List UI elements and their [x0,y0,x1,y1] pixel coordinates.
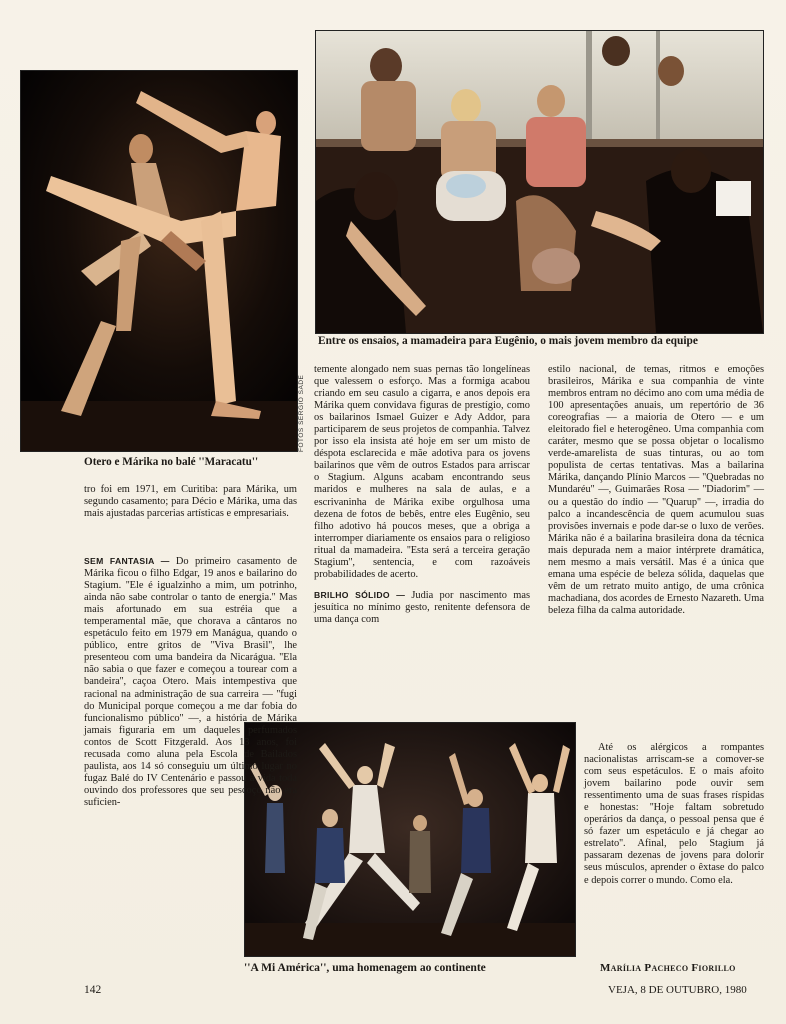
author-byline: Marília Pacheco Fiorillo [600,962,736,974]
text-column-3 [548,364,764,617]
text-column-1-b [84,555,297,809]
a-mi-america-caption: ''A Mi América'', uma homenagem ao continente [244,961,486,974]
col3-paragraph-2: Até os alérgicos a rompantes nacionalistas arriscam-se a comover-se com seus espetáculos. E o mais afoito jovem bailarino pode ouvir sem ressentimento uma de suas frases ríspidas e honestas: ''Hoje faltam sobretudo operários da dança, o pessoal pensa que é só fazer um espetáculo e já chegar ao estrelato''. Afinal, pelo Stagium já passaram dezenas de jovens para dolorir seus músculos, aprender o êxtase do palco e depois correr o mundo. Como ela. [584,742,764,886]
maracatu-caption: Otero e Márika no balé ''Maracatu'' [84,456,259,468]
photo-credit: FOTOS SÉRGIO SADE [298,374,305,452]
col2-paragraph-1: temente alongado nem suas pernas tão longelíneas que valessem o esforço. Mas a formiga acabou criando em seu casulo a cigarra, e anos depois era Márika quem convidava figuras de prestígio, como os bailarinos Ismael Guizer e Ady Addor, para participarem de seus projetos de companhia. Talvez por isso ela insista até hoje em ser um misto de déspota esclarecida e mãe adotiva para os jovens bailarinos que vêm de outros Estados para arriscar o Stagium. Alguns acabam encontrando seus maridos e mulheres na sala de aulas, e a escrivaninha de Márika exibe orgulhosa uma dezena de fotos de bebês, entre eles Eugênio, seu filho adotivo há poucos meses, que a obriga a interromper diariamente os ensaios para o religioso ritual da mamadeira. ''Esta será a terceira geração Stagium'', sentencia, e com razoáveis probabilidades de acerto. [314,364,530,580]
col1-paragraph-2 [84,555,297,809]
magazine-footer: VEJA, 8 DE OUTUBRO, 1980 [608,984,747,996]
col1-paragraph-1: tro foi em 1971, em Curitiba: para Márika, um segundo casamento; para Décio e Márika, uma das mais ajustadas parcerias artísticas e empresariais. [84,484,297,520]
col1-paragraph-2-text: Do primeiro casamento de Márika ficou o filho Edgar, 19 anos e bailarino do Stagium. ''Ele é igualzinho a mim, um potrinho, ainda não sabe controlar o tanto de energia.'' Mas mais afortunado em sua estréia que a temperamental mãe, que chorava a cântaros no espetáculo feito em 1979 em Manágua, quando o público, entre gritos de ''Viva Brasil'', lhe presenteou com uma bandeira da Nicarágua. ''Ela não sabia o que fazer e começou a tourear com a bandeira'', caçoa Otero. Mais intempestiva que racional na administração de sua carreira — ''fugi do Municipal porque começou a me dar fobia do funcionalismo público'' —, a história de Márika jamais figuraria em um daqueles perfumados contos de Scott Fitzgerald. Aos 13 anos, foi recusada como aluna pela Escola de Bailados paulista, aos 14 só conseguiu um último lugar no fugaz Balé do IV Centenário e passou a vida toda ouvindo dos professores que seu pescoço não era suficien- [84,556,297,808]
col2-paragraph-2-text: Judia por nascimento mas jesuítica no mínimo gesto, renitente defensora de uma dança com [314,589,530,625]
page-number: 142 [84,984,102,996]
subhead-brilho-solido: BRILHO SÓLIDO — [314,589,406,600]
subhead-sem-fantasia: SEM FANTASIA — [84,556,170,566]
maracatu-photo [20,70,298,452]
col2-paragraph-2 [314,589,530,626]
rehearsal-photo [315,30,764,334]
text-column-2 [314,364,530,626]
text-column-3-b [584,742,764,887]
col3-paragraph-1: estilo nacional, de temas, ritmos e emoções brasileiros, Márika e sua companhia de vinte membros entram no décimo ano com uma média de 100 apresentações anuais, um repertório de 36 coreografias — a maioria de Otero — e um eleitorado fiel e heterogêneo. Uma companhia com caráter, mesmo que se possa objetar o localismo verde-amarelista de suas tinturas, ou ao tom populista de certas tentativas. Mas a bailarina Márika, dançando Plínio Marcos — ''Quebradas no Mundaréu'' —, Guimarães Rosa — ''Diadorim'' — ou a questão do índio — ''Quarup'' —, irradia do palco a incandescência de quem acumulou suas provisões invernais e pode dar-se o luxo de verões. Márika não é a bailarina brasileira dona da técnica mais depurada nem a maior intérprete dramática, nem mesmo a mais versátil. Mas é a única que emana uma espécie de beleza sólida, daquelas que vêm de um retrato muito antigo, de uma crônica machadiana, dos acordes de Ernesto Nazareth. Uma beleza filha da calma autoridade. [548,364,764,616]
text-column-1 [84,484,297,520]
rehearsal-caption: Entre os ensaios, a mamadeira para Eugênio, o mais jovem membro da equipe [318,335,698,347]
